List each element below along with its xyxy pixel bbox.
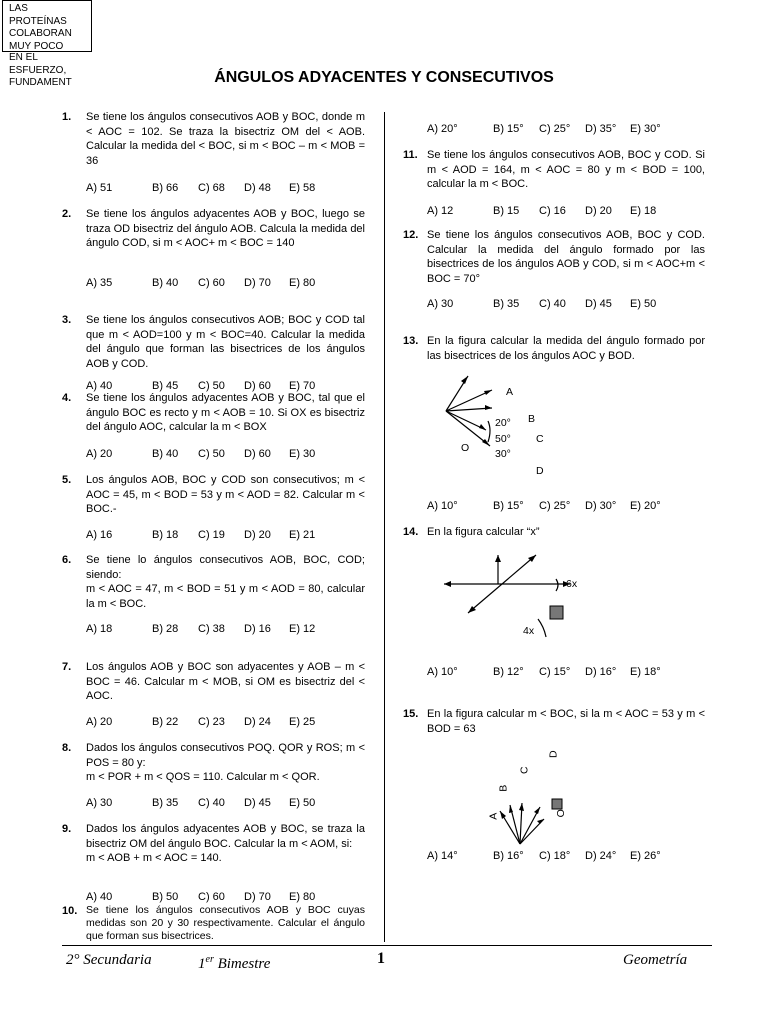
right-angle-mark: [550, 606, 563, 619]
figure-14: [440, 545, 580, 645]
corner-note: [2, 0, 92, 52]
question-number: 10.: [62, 905, 78, 917]
footer-term-sup: er: [205, 954, 214, 965]
question-text: Se tiene lo ángulos consecutivos AOB, BOC, COD; siendo: m < AOC = 47, m < BOD = 51 y m < AOD = 80, calcular la m < BOC.: [86, 554, 365, 610]
question-text: Dados los ángulos adyacentes AOB y BOC, se traza la bisectriz OM del ángulo BOC. Calcular la m < AOM, si: m < AOB + m < AOC = 140.: [86, 823, 365, 864]
answer-option: A) 14°: [427, 850, 458, 862]
question-text: En la figura calcular m < BOC, si la m < AOC = 53 y m < BOD = 63: [427, 708, 705, 735]
question-number: 6.: [62, 554, 72, 566]
question-number: 11.: [403, 149, 418, 161]
answer-option: D) 70: [244, 277, 271, 289]
answer-option: D) 30°: [585, 500, 617, 512]
footer-term: [198, 953, 270, 972]
question-text: Los ángulos AOB y BOC son adyacentes y AOB – m < BOC = 46. Calcular m < MOB, si OM es bisectriz del < AOC.: [86, 661, 365, 702]
answer-option: A) 30: [86, 797, 113, 809]
question-text: En la figura calcular la medida del ángulo formado por las bisectrices de los ángulos AOC y BOD.: [427, 335, 705, 362]
answer-option: D) 20: [585, 205, 612, 217]
answer-option: C) 50: [198, 448, 225, 460]
question-number: 7.: [62, 661, 72, 673]
answer-option: E) 20°: [630, 500, 661, 512]
question-number: 1.: [62, 111, 72, 123]
answer-option: A) 12: [427, 205, 454, 217]
footer-term-num: 1: [198, 956, 206, 972]
answer-option: B) 15: [493, 205, 520, 217]
label-b: B: [528, 413, 536, 425]
answer-option: C) 40: [539, 298, 566, 310]
arrowhead: [484, 390, 492, 395]
answer-option: B) 35: [493, 298, 520, 310]
label-4x: 4x: [523, 625, 535, 637]
footer-term-text: Bimestre: [213, 956, 271, 972]
answer-option: C) 50: [198, 380, 225, 392]
answer-option: C) 25°: [539, 123, 571, 135]
label-6x: 6x: [566, 578, 578, 590]
answer-option: E) 12: [289, 623, 316, 635]
footer-grade: 2° Secundaria: [66, 952, 152, 968]
answer-option: D) 45: [585, 298, 612, 310]
arrowhead: [509, 805, 513, 813]
right-angle-mark: [552, 799, 562, 809]
footer-subject: Geometría: [623, 952, 688, 968]
label-d: D: [547, 750, 560, 759]
answer-option: D) 24°: [585, 850, 617, 862]
answer-option: C) 60: [198, 277, 225, 289]
answer-option: A) 20: [86, 448, 113, 460]
answer-option: C) 68: [198, 182, 225, 194]
answer-option: E) 80: [289, 277, 316, 289]
question-text: Se tiene los ángulos consecutivos AOB, BOC y COD. Si m < AOD = 164, m < AOC = 80 y m < BOD = 100, calcular la m < BOC.: [427, 149, 705, 190]
question-text: Se tiene los ángulos adyacentes AOB y BOC, luego se traza OD bisectriz del ángulo AOB. Calcula la medida del ángulo COD, si m < AOC+ m < BOC = 140: [86, 208, 365, 249]
footer-rule: [62, 945, 712, 946]
answer-option: C) 60: [198, 891, 225, 903]
answer-option: D) 24: [244, 716, 271, 728]
answer-option: B) 40: [152, 277, 179, 289]
label-o: O: [461, 442, 470, 454]
corner-line: FUNDAMENT: [9, 77, 72, 88]
answer-option: D) 20: [244, 529, 271, 541]
arrowhead: [479, 424, 486, 430]
answer-option: E) 18°: [630, 666, 661, 678]
question-number: 9.: [62, 823, 72, 835]
corner-line: EN EL: [9, 52, 38, 63]
answer-option: B) 15°: [493, 123, 524, 135]
answer-option: E) 70: [289, 380, 316, 392]
question-text: En la figura calcular “x”: [427, 526, 540, 538]
answer-option: A) 20: [86, 716, 113, 728]
label-c: C: [536, 433, 544, 445]
corner-line: COLABORAN: [9, 28, 72, 39]
question-number: 12.: [403, 229, 419, 241]
answer-option: B) 15°: [493, 500, 524, 512]
arrowhead: [500, 811, 506, 819]
answer-option: D) 16°: [585, 666, 617, 678]
column-divider: [384, 112, 385, 942]
angle-label: 50°: [495, 433, 511, 445]
answer-option: B) 35: [152, 797, 179, 809]
answer-option: B) 16°: [493, 850, 524, 862]
page-title: ÁNGULOS ADYACENTES Y CONSECUTIVOS: [214, 69, 554, 86]
answer-option: E) 50: [630, 298, 657, 310]
corner-line: LAS: [9, 3, 28, 14]
figure-15: [480, 745, 590, 855]
answer-option: C) 18°: [539, 850, 571, 862]
question-number: 14.: [403, 526, 419, 538]
answer-option: E) 21: [289, 529, 316, 541]
label-o: O: [554, 809, 567, 818]
answer-option: C) 23: [198, 716, 225, 728]
answer-option: D) 16: [244, 623, 271, 635]
arc-6x: [556, 579, 558, 591]
answer-option: B) 22: [152, 716, 179, 728]
label-b: B: [497, 784, 510, 792]
page-number: 1: [377, 950, 385, 967]
corner-line: MUY POCO: [9, 40, 64, 52]
answer-option: C) 19: [198, 529, 225, 541]
answer-option: E) 26°: [630, 850, 661, 862]
answer-option: B) 18: [152, 529, 179, 541]
answer-option: B) 12°: [493, 666, 524, 678]
answer-option: A) 10°: [427, 666, 458, 678]
question-text: Se tiene los ángulos consecutivos AOB, BOC y COD. Calcular la medida del ángulo formado por las bisectrices de los ángulos AOB y COD, si m < AOC+m < BOC = 70°: [427, 229, 705, 285]
corner-line: PROTEÍNAS: [9, 15, 67, 27]
question-number: 3.: [62, 314, 72, 326]
arrowhead: [537, 819, 544, 824]
answer-option: A) 30: [427, 298, 454, 310]
answer-option: B) 40: [152, 448, 179, 460]
angle-label: 20°: [495, 417, 511, 429]
answer-option: A) 40: [86, 380, 113, 392]
answer-option: D) 45: [244, 797, 271, 809]
question-number: 13.: [403, 335, 419, 347]
question-number: 8.: [62, 742, 72, 754]
corner-line: ESFUERZO,: [9, 64, 67, 76]
answer-option: C) 15°: [539, 666, 571, 678]
answer-option: E) 30: [289, 448, 316, 460]
label-a: A: [506, 386, 514, 398]
arrowhead: [461, 376, 468, 384]
answer-option: A) 51: [86, 182, 113, 194]
answer-option: B) 66: [152, 182, 179, 194]
answer-option: D) 60: [244, 448, 271, 460]
answer-option: E) 80: [289, 891, 316, 903]
question-number: 2.: [62, 208, 72, 220]
arc-mark: [488, 421, 490, 442]
question-number: 5.: [62, 474, 72, 486]
answer-option: D) 35°: [585, 123, 617, 135]
angle-label: 30°: [495, 448, 511, 460]
answer-option: E) 50: [289, 797, 316, 809]
answer-option: C) 40: [198, 797, 225, 809]
arrowhead: [495, 555, 501, 562]
answer-option: B) 28: [152, 623, 179, 635]
question-text: Los ángulos AOB, BOC y COD son consecutivos; m < AOC = 45, m < BOD = 53 y m < AOD = 82. Calcular m < BOC.-: [86, 474, 365, 515]
answer-option: A) 35: [86, 277, 113, 289]
question-text: Se tiene los ángulos consecutivos AOB; BOC y COD tal que m < AOD=100 y m < BOC=40. Calcular la medida del ángulo que forman las bisectrices de los ángulos AOB y COD.: [86, 314, 365, 370]
answer-option: A) 40: [86, 891, 113, 903]
label-c: C: [518, 766, 531, 775]
answer-option: E) 18: [630, 205, 657, 217]
answer-option: E) 58: [289, 182, 316, 194]
arc-4x: [538, 619, 546, 637]
answer-option: C) 25°: [539, 500, 571, 512]
answer-option: D) 70: [244, 891, 271, 903]
answer-option: A) 16: [86, 529, 113, 541]
arrowhead: [519, 803, 524, 811]
answer-option: A) 18: [86, 623, 113, 635]
answer-option: B) 45: [152, 380, 179, 392]
question-text: Se tiene los ángulos adyacentes AOB y BOC, tal que el ángulo BOC es recto y m < AOB = 10. Si OX es bisectriz del ángulo AOC, calcular la m < BOX: [86, 392, 365, 433]
answer-option: B) 50: [152, 891, 179, 903]
answer-option: C) 38: [198, 623, 225, 635]
answer-option: E) 25: [289, 716, 316, 728]
label-a: A: [487, 812, 500, 820]
label-d: D: [536, 465, 544, 477]
question-text: Dados los ángulos consecutivos POQ. QOR y ROS; m < POS = 80 y: m < POR + m < QOS = 110. Calcular m < QOR.: [86, 742, 365, 783]
arrowhead: [444, 581, 451, 587]
answer-option: D) 48: [244, 182, 271, 194]
arrowhead: [534, 807, 540, 814]
question-text: Se tiene los ángulos consecutivos AOB y BOC cuyas medidas son 20 y 30 respectivamente. Calcular el ángulo que forman sus bisectrices.: [86, 904, 365, 942]
question-text: Se tiene los ángulos consecutivos AOB y BOC, donde m < AOC = 102. Se traza la bisectriz OM del < AOB. Calcular la medida del < BOC, si m < BOC – m < MOB = 36: [86, 111, 365, 167]
answer-option: E) 30°: [630, 123, 661, 135]
answer-option: C) 16: [539, 205, 566, 217]
answer-option: A) 20°: [427, 123, 458, 135]
question-number: 15.: [403, 708, 419, 720]
question-number: 4.: [62, 392, 72, 404]
answer-option: D) 60: [244, 380, 271, 392]
answer-option: A) 10°: [427, 500, 458, 512]
